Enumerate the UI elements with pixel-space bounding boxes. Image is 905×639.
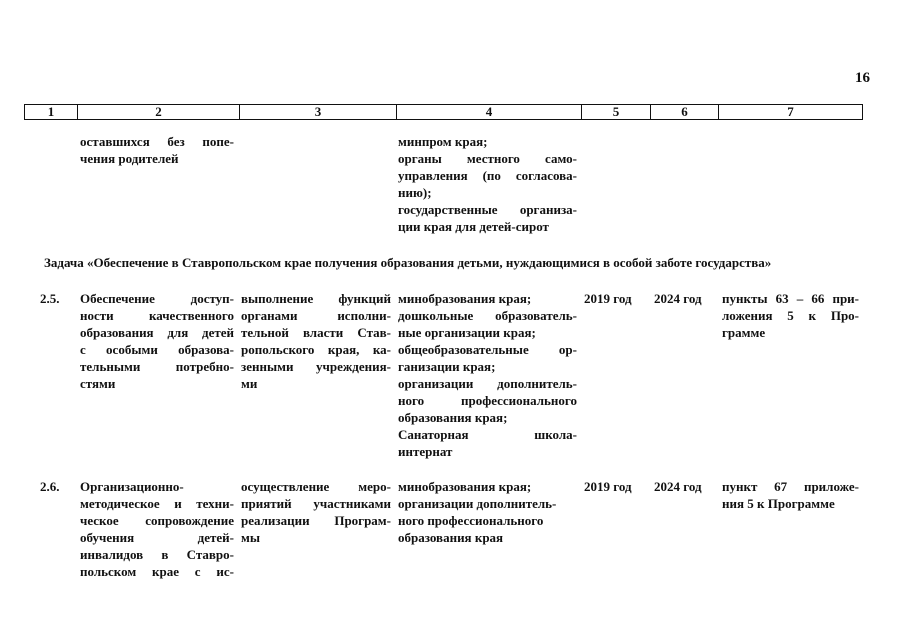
row-2-5-col3	[241, 290, 391, 392]
cell-line: с особыми образова-	[80, 342, 234, 357]
cell-line: мы	[241, 530, 261, 545]
cell-line: обучения детей-	[80, 530, 234, 545]
row-2-5-col7	[722, 290, 859, 341]
cell-line: общеобразовательные ор-	[398, 342, 577, 357]
cell-line: управления (по согласова-	[398, 168, 577, 183]
cell-line: ные организации края;	[398, 325, 536, 340]
cell-line: методическое и техни-	[80, 496, 234, 511]
cell-line: зенными учреждения-	[241, 359, 391, 374]
task-heading: Задача «Обеспечение в Ставропольском крае получения образования детьми, нуждающимися в особой заботе государства»	[44, 255, 772, 270]
row-2-5-col5: 2019 год	[584, 291, 632, 306]
cell-line: ции края для детей-сирот	[398, 219, 549, 234]
header-col-1: 1	[25, 105, 78, 119]
cell-line: оставшихся без попе-	[80, 134, 234, 149]
cell-line: инвалидов в Ставро-	[80, 547, 234, 562]
header-col-5: 5	[582, 105, 651, 119]
cell-line: организации дополнитель-	[398, 376, 577, 391]
row-2-6-num: 2.6.	[40, 479, 60, 494]
row-2-6-col5: 2019 год	[584, 479, 632, 494]
row-2-6-col3	[241, 478, 391, 546]
cell-line: тельными потребно-	[80, 359, 234, 374]
cell-line: чения родителей	[80, 151, 179, 166]
cell-line: образования края;	[398, 410, 508, 425]
row-2-5-col2	[80, 290, 234, 392]
cell-line: польском крае с ис-	[80, 564, 234, 579]
cell-line: реализации Програм-	[241, 513, 391, 528]
cell-line: Обеспечение доступ-	[80, 291, 234, 306]
row-2-6-col4	[398, 478, 577, 546]
cell-line: осуществление меро-	[241, 479, 391, 494]
header-col-7: 7	[787, 104, 794, 119]
cell-line: минобразования края;	[398, 291, 532, 306]
row-2-5-num: 2.5.	[40, 291, 60, 306]
cell-line: образования края	[398, 530, 504, 545]
cell-line: нию);	[398, 185, 432, 200]
cell-line: грамме	[722, 325, 766, 340]
cell-line: ропольского края, ка-	[241, 342, 391, 357]
cell-line: образования для детей	[80, 325, 234, 340]
cell-line: пункт 67 приложе-	[722, 479, 859, 494]
cell-line: выполнение функций	[241, 291, 391, 306]
cell-line: ности качественного	[80, 308, 234, 323]
cell-line: государственные организа-	[398, 202, 577, 217]
cell-line: ческое сопровождение	[80, 513, 234, 528]
table-header	[24, 104, 863, 120]
row-2-6-col2	[80, 478, 234, 580]
cell-line: стями	[80, 376, 116, 391]
cell-line: пункты 63 – 66 при-	[722, 291, 859, 306]
cont-col4	[398, 133, 577, 235]
cell-line: организации дополнитель-	[398, 496, 557, 511]
row-2-5-col4	[398, 290, 577, 460]
header-col-3: 3	[240, 105, 397, 119]
cell-line: приятий участниками	[241, 496, 391, 511]
cell-line: тельной власти Став-	[241, 325, 391, 340]
cont-col2	[80, 133, 234, 167]
cell-line: органы местного само-	[398, 151, 577, 166]
cell-line: дошкольные образователь-	[398, 308, 577, 323]
cell-line: ми	[241, 376, 258, 391]
cell-line: ганизации края;	[398, 359, 496, 374]
header-col-6: 6	[651, 105, 719, 119]
cell-line: Санаторная школа-	[398, 427, 577, 442]
cell-line: ного профессионального	[398, 393, 577, 408]
cell-line: ния 5 к Программе	[722, 496, 835, 511]
cell-line: ного профессионального	[398, 513, 544, 528]
cell-line: органами исполни-	[241, 308, 391, 323]
row-2-6-col7	[722, 478, 859, 512]
page-number: 16	[855, 70, 870, 86]
row-2-5-col6: 2024 год	[654, 291, 702, 306]
cell-line: интернат	[398, 444, 453, 459]
row-2-6-col6: 2024 год	[654, 479, 702, 494]
cell-line: минпром края;	[398, 134, 488, 149]
cell-line: минобразования края;	[398, 479, 532, 494]
header-col-2: 2	[78, 105, 240, 119]
header-col-4: 4	[397, 105, 582, 119]
cell-line: ложения 5 к Про-	[722, 308, 859, 323]
cell-line: Организационно-	[80, 479, 184, 494]
